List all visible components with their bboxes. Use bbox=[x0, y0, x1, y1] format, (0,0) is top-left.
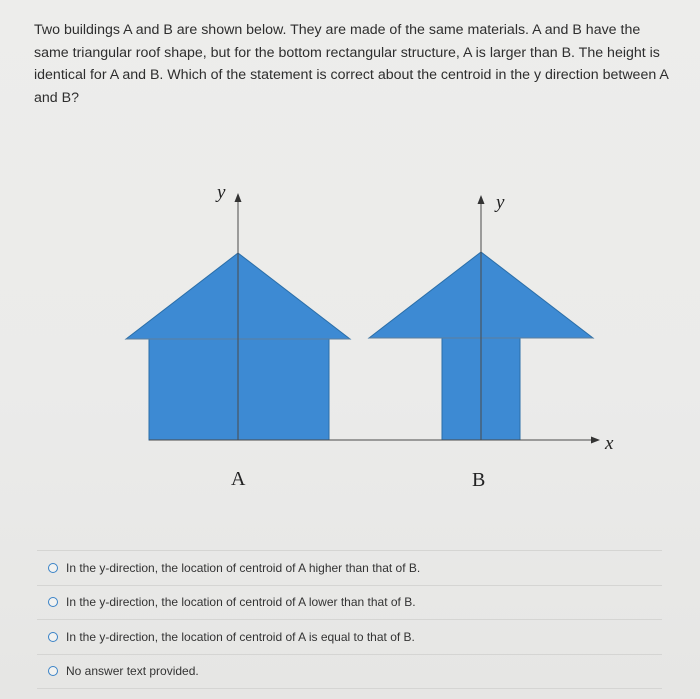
answer-label: In the y-direction, the location of centroid of A higher than that of B. bbox=[66, 560, 421, 575]
x-axis-label: x bbox=[605, 433, 614, 454]
answer-label: No answer text provided. bbox=[66, 664, 199, 679]
radio-button[interactable] bbox=[48, 563, 58, 573]
answer-option-4[interactable] bbox=[37, 654, 662, 690]
building-a bbox=[126, 253, 350, 440]
building-a-label: A bbox=[231, 468, 246, 490]
question-text: Two buildings A and B are shown below. They are made of the same materials. A and B have the same triangular roof shape, but for the bottom rectangular structure, A is larger than B. The height is identical for A and B. Which of the statement is correct about the centroid in the y direction between A and B? bbox=[34, 22, 669, 106]
answer-option-1[interactable] bbox=[37, 550, 662, 585]
answer-label: In the y-direction, the location of centroid of A is equal to that of B. bbox=[66, 629, 415, 644]
answer-option-2[interactable] bbox=[37, 585, 662, 620]
answer-list bbox=[37, 550, 662, 689]
y-axis-b-arrow bbox=[478, 195, 485, 204]
x-axis-arrow bbox=[591, 437, 600, 444]
building-b-label: B bbox=[472, 469, 486, 491]
building-a-roof bbox=[126, 253, 350, 339]
answer-label: In the y-direction, the location of centroid of A lower than that of B. bbox=[66, 595, 416, 610]
y-axis-a-arrow bbox=[235, 193, 242, 202]
radio-button[interactable] bbox=[48, 632, 58, 642]
building-a-base bbox=[149, 339, 329, 440]
building-b-base bbox=[442, 338, 520, 440]
radio-button[interactable] bbox=[48, 597, 58, 607]
radio-button[interactable] bbox=[48, 666, 58, 676]
y-axis-a-label: y bbox=[217, 182, 226, 203]
answer-option-3[interactable] bbox=[37, 619, 662, 654]
y-axis-b-label: y bbox=[496, 192, 505, 213]
building-b-roof bbox=[369, 252, 593, 338]
building-b bbox=[369, 252, 593, 440]
